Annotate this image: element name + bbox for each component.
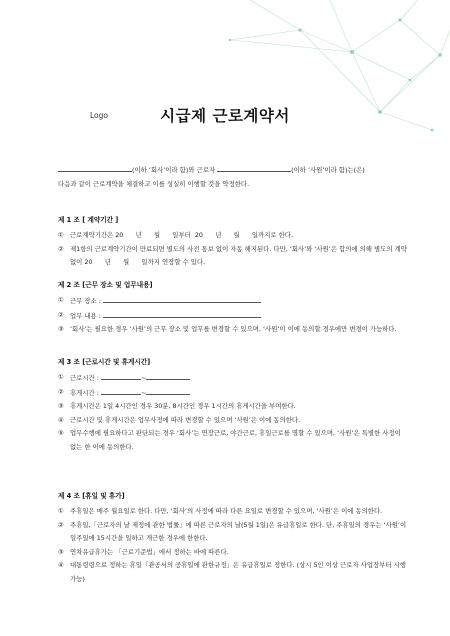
article-3: [58, 356, 408, 454]
list-item: ② 제1항의 근로계약기간이 만료되면 별도의 사전 통보 없이 자동 해지된다. 다만, ‘회사’와 ‘사원’은 합의에 의해 별도의 계약 없이 20 년 월 일까지 연장할 수 있다.: [58, 244, 409, 266]
work-place-label: 근무 장소 :: [70, 297, 101, 305]
work-place-blank[interactable]: [103, 294, 261, 303]
list-item: ④ 대통령령으로 정하는 휴일「관공서의 공휴일에 관한규정」은 유급휴일로 정한다. (상시 5인 이상 근로자 사업장부터 시행 가능): [58, 561, 406, 583]
list-item: ② 주휴일,「근로자의 날 제정에 관한 법률」에 따른 근로자의 날(5월 1일)은 유급휴일로 한다. 단, 주휴일의 경우는 ‘사원’이 일주일에 15시간을 일하고 개근한 경우에 한한다.: [58, 520, 407, 542]
list-item: ② 휴게시간 : ~: [58, 386, 408, 401]
list-item: ① 근로시간 : ~: [58, 371, 408, 386]
intro-paragraph: [58, 163, 408, 191]
rest-end-blank[interactable]: [146, 386, 190, 395]
list-item: ③ 연차유급휴가는 「근로기준법」에서 정하는 바에 따른다.: [58, 547, 229, 556]
work-end-blank[interactable]: [146, 371, 190, 380]
rest-hours-label: 휴게시간 :: [70, 388, 99, 397]
list-item: ③ ‘회사’는 필요한 경우 ‘사원’의 근무 장소 및 업무를 변경할 수 있으며, ‘사원’이 이에 동의할 경우에만 변경이 가능하다.: [58, 325, 397, 333]
intro-line-2: 다음과 같이 근로계약을 체결하고 이를 성실히 이행할 것을 약정한다.: [58, 180, 250, 188]
duty-label: 업무 내용 :: [70, 311, 101, 320]
document-title: 시급제 근로계약서: [160, 107, 290, 125]
list-item: ① 주휴일은 매주 월요일로 한다. 다만, ‘회사’의 사정에 따라 다른 요일로 변경할 수 있으며, ‘사원’은 이에 동의한다.: [58, 507, 383, 515]
intro-end-text: (이하 ‘사원’이라 함)는(은): [291, 166, 365, 174]
article-4: [58, 490, 408, 586]
article-2: [58, 279, 408, 337]
list-item: ② 업무 내용 :: [58, 309, 408, 324]
list-item: ④ 근로시간 및 휴게시간은 업무사정에 따라 변경할 수 있으며 ‘사원’은 이에 동의한다.: [58, 415, 301, 424]
work-hours-label: 근로시간 :: [70, 374, 99, 382]
article-1-heading: 제 1 조 [ 계약기간 ]: [58, 216, 119, 224]
list-item: ⑤ 업무수행에 필요하다고 판단되는 경우 ‘회사’는 연장근로, 야간근로, 휴일근로를 명할 수 있으며, ‘사원’은 특별한 사정이 없는 한 이에 동의한다.: [58, 429, 401, 451]
duty-blank[interactable]: [103, 309, 261, 318]
article-2-heading: 제 2 조 [근무 장소 및 업무내용]: [58, 281, 153, 289]
logo: Logo: [90, 111, 108, 120]
list-item: ③ 휴게시간은 1일 4시간인 경우 30분, 8시간인 경우 1시간의 휴게시간을 부여한다.: [58, 402, 296, 410]
intro-mid-text: (이하 ‘회사’이라 함)와 근로자: [132, 166, 216, 174]
work-start-blank[interactable]: [101, 371, 141, 380]
company-name-blank[interactable]: [58, 164, 132, 172]
intro-line-1: [58, 163, 408, 177]
article-4-heading: 제 4 조 [휴일 및 휴가]: [58, 492, 125, 500]
article-3-heading: 제 3 조 [근로시간 및 휴게시간]: [58, 358, 151, 366]
employee-name-blank[interactable]: [217, 164, 291, 172]
list-item: ① 근로계약기간은 20 년 월 일부터 20 년 월 일까지로 한다.: [58, 231, 294, 239]
list-item: ① 근무 장소 :: [58, 294, 408, 309]
rest-start-blank[interactable]: [101, 386, 141, 395]
article-1: [58, 214, 408, 270]
